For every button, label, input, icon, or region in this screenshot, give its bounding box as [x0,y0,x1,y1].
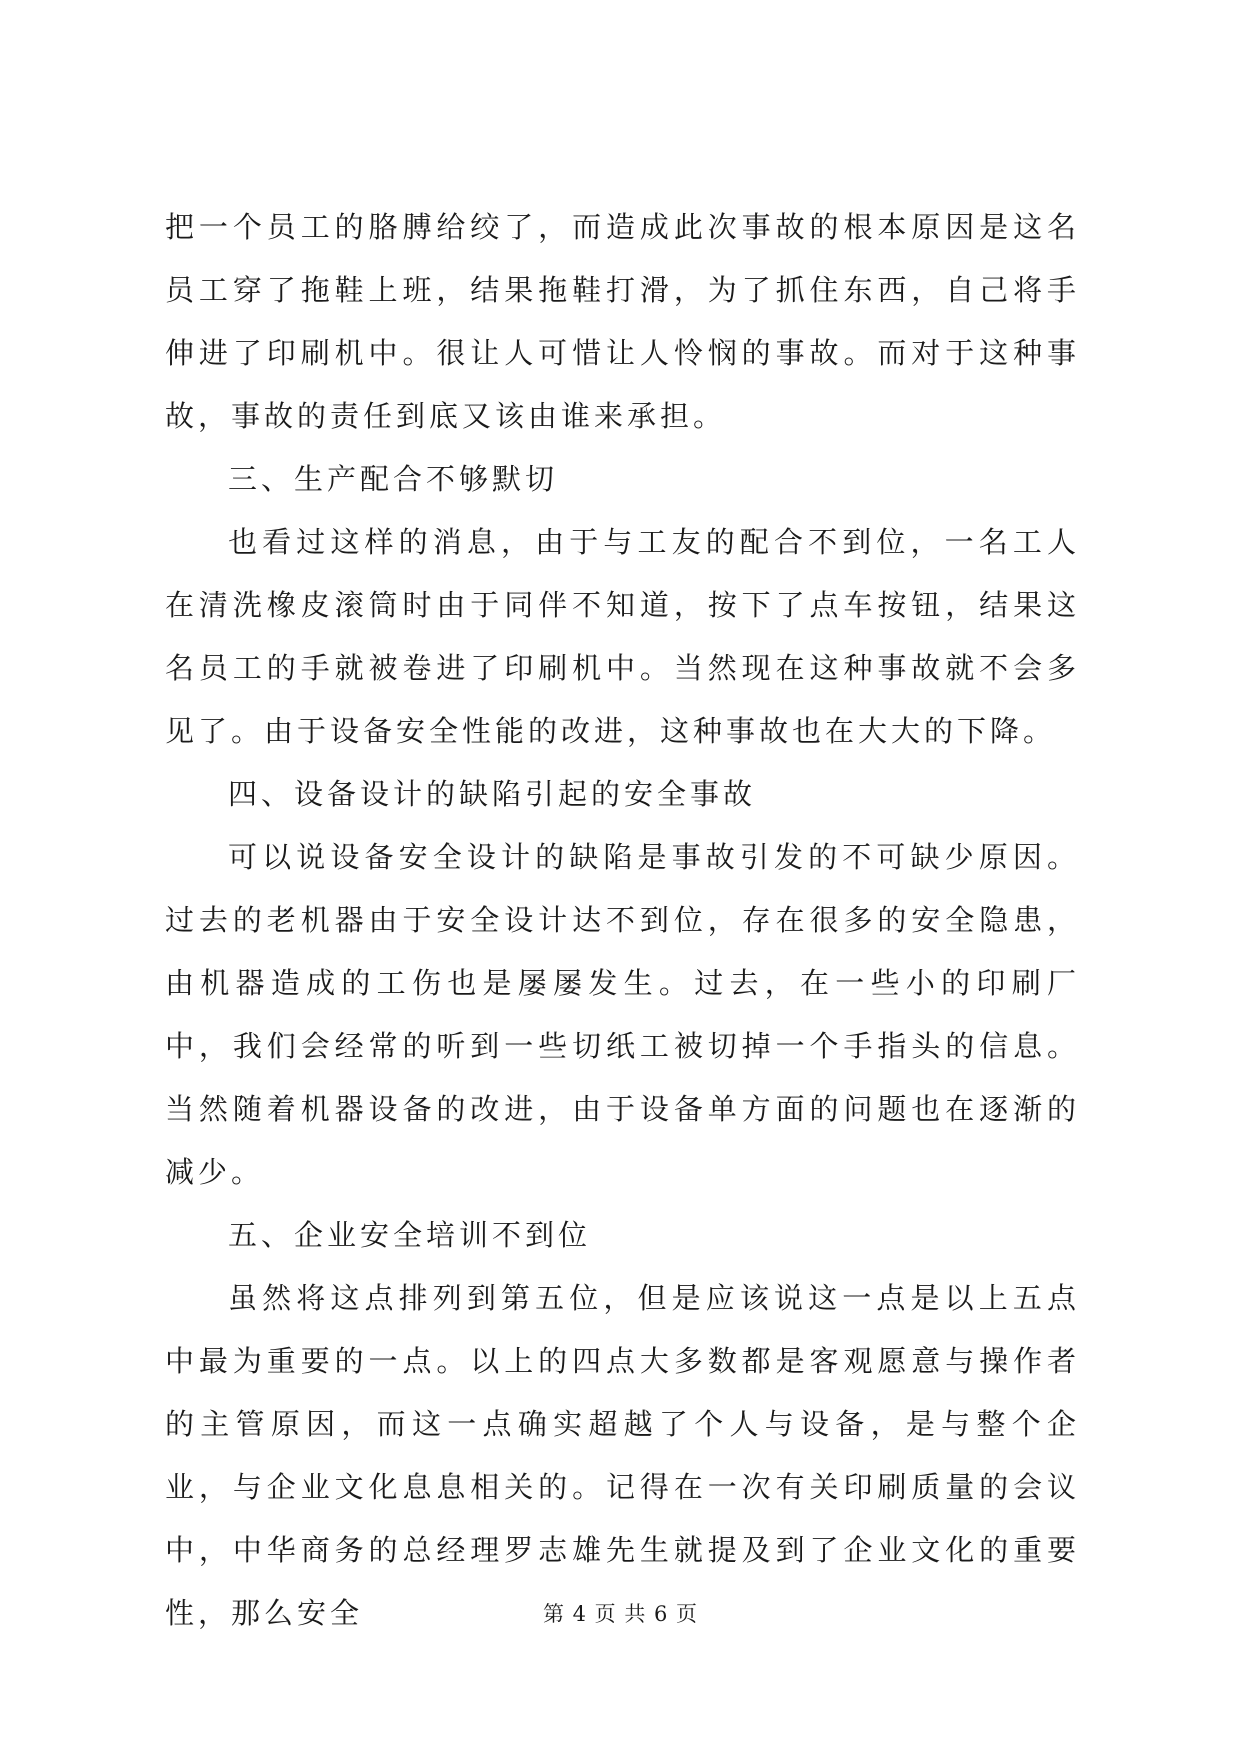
page-number-footer: 第 4 页 共 6 页 [542,1602,699,1626]
paragraph: 虽然将这点排列到第五位，但是应该说这一点是以上五点中最为重要的一点。以上的四点大多数都是客观愿意与操作者的主管原因，而这一点确实超越了个人与设备，是与整个企业，与企业文化息息相关的。记得在一次有关印刷质量的会议中，中华商务的总经理罗志雄先生就提及到了企业文化的重要性，那么安全 [165,1281,1080,1630]
section-heading-3: 三、生产配合不够默切 [228,462,559,496]
section-heading-4: 四、设备设计的缺陷引起的安全事故 [228,777,757,811]
section-heading-5: 五、企业安全培训不到位 [228,1218,592,1252]
paragraph: 可以说设备安全设计的缺陷是事故引发的不可缺少原因。过去的老机器由于安全设计达不到位，存在很多的安全隐患，由机器造成的工伤也是屡屡发生。过去，在一些小的印刷厂中，我们会经常的听到一些切纸工被切掉一个手指头的信息。当然随着机器设备的改进，由于设备单方面的问题也在逐渐的减少。 [165,840,1080,1189]
paragraph: 也看过这样的消息，由于与工友的配合不到位，一名工人在清洗橡皮滚筒时由于同伴不知道，按下了点车按钮，结果这名员工的手就被卷进了印刷机中。当然现在这种事故就不会多见了。由于设备安全性能的改进，这种事故也在大大的下降。 [165,525,1080,748]
document-body [165,196,1080,1645]
paragraph-continued: 把一个员工的胳膊给绞了，而造成此次事故的根本原因是这名员工穿了拖鞋上班，结果拖鞋打滑，为了抓住东西，自己将手伸进了印刷机中。很让人可惜让人怜悯的事故。而对于这种事故，事故的责任到底又该由谁来承担。 [165,210,1080,433]
